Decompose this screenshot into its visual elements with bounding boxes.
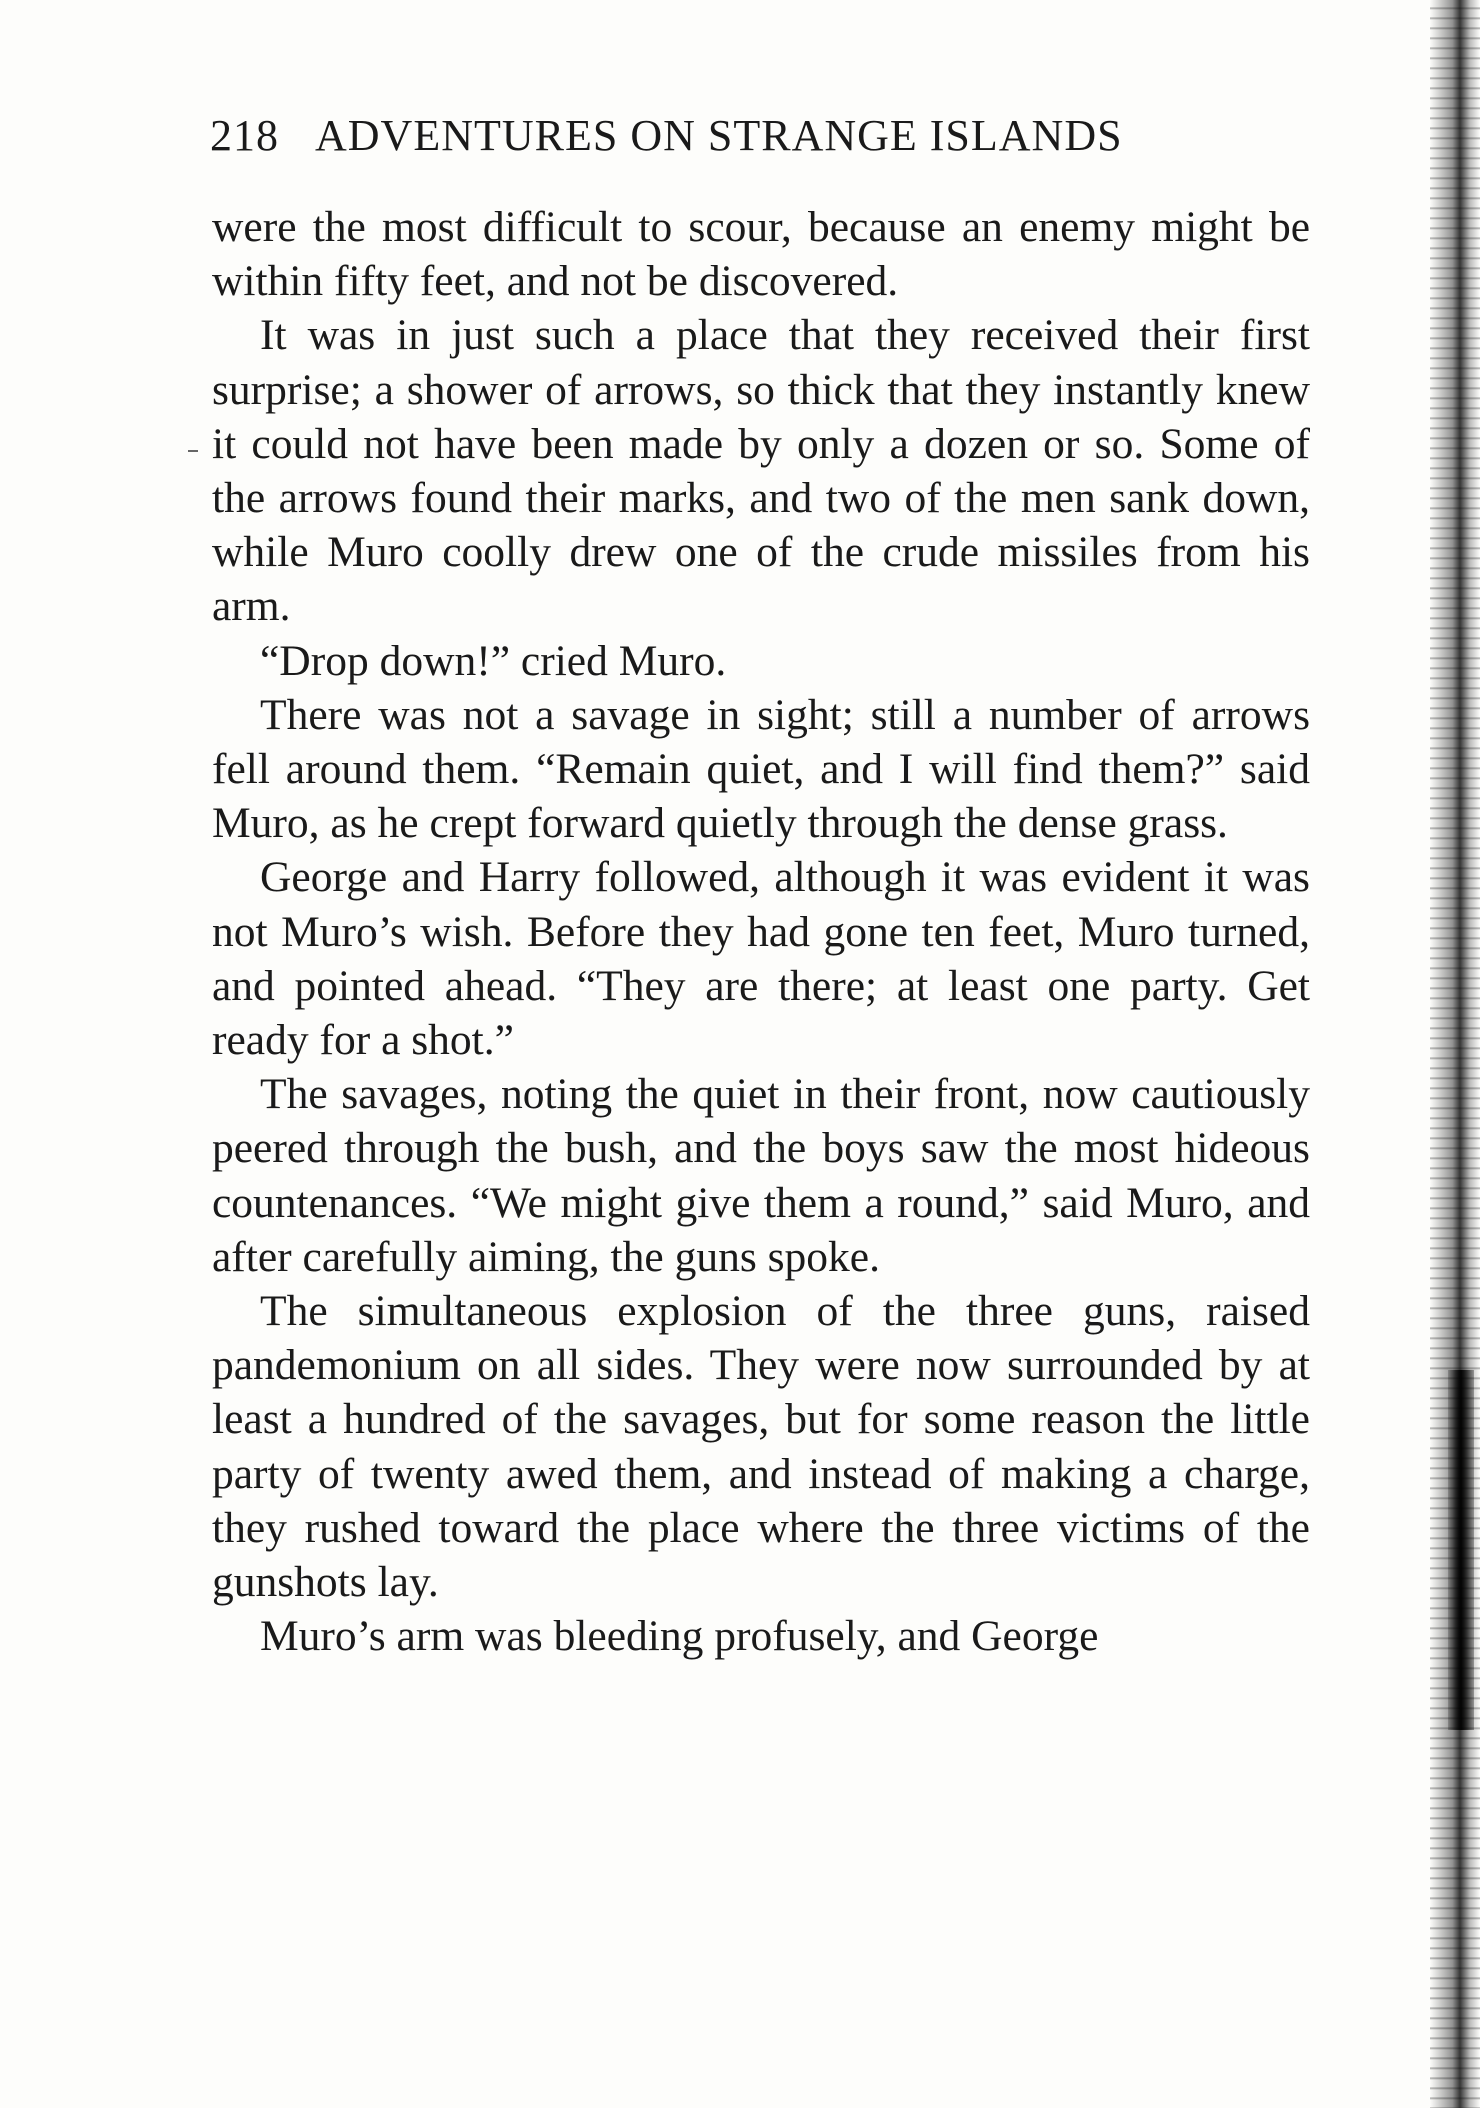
running-head [210, 110, 1292, 170]
binding-shadow [1430, 0, 1480, 2108]
paragraph-7: The simultaneous explosion of the three guns, raised pandemonium on all sides. They were now surrounded by at least a hundred of the savages, but for some reason the little party of twenty awed them, and instead of making a charge, they rushed toward the place where the three victims of the gunshots lay. [212, 1287, 1310, 1607]
paragraph-2: It was in just such a place that they received their first surprise; a shower of arrows, so thick that they instantly knew it could not have been made by only a dozen or so. Some of the arrows found their marks, and two of the men sank down, while Muro coolly drew one of the crude missiles from his arm. [212, 311, 1310, 631]
paragraph-8: Muro’s arm was bleeding profusely, and George [260, 1612, 1099, 1661]
paragraph-4: There was not a savage in sight; still a number of arrows fell around them. “Remain quiet, and I will find them?” said Muro, as he crept forward quietly through the dense grass. [212, 690, 1310, 848]
paragraph-5: George and Harry followed, although it was evident it was not Muro’s wish. Before they had gone ten feet, Muro turned, and pointed ahead. “They are there; at least one party. Get ready for a shot.” [212, 853, 1310, 1065]
paragraph-6: The savages, noting the quiet in their front, now cautiously peered through the bush, and the boys saw the most hideous countenances. “We might give them a round,” said Muro, and after carefully aiming, the guns spoke. [212, 1070, 1310, 1281]
paragraph-1: were the most difficult to scour, because an enemy might be within fifty feet, and not be discovered. [212, 203, 1310, 306]
paragraph-3: “Drop down!” cried Muro. [260, 636, 727, 685]
running-title: ADVENTURES ON STRANGE ISLANDS [315, 111, 1123, 160]
body-text [212, 200, 1310, 1663]
page-number: 218 [210, 111, 279, 160]
binding-dark-patch [1448, 1370, 1474, 1730]
margin-dash-mark [188, 450, 198, 452]
